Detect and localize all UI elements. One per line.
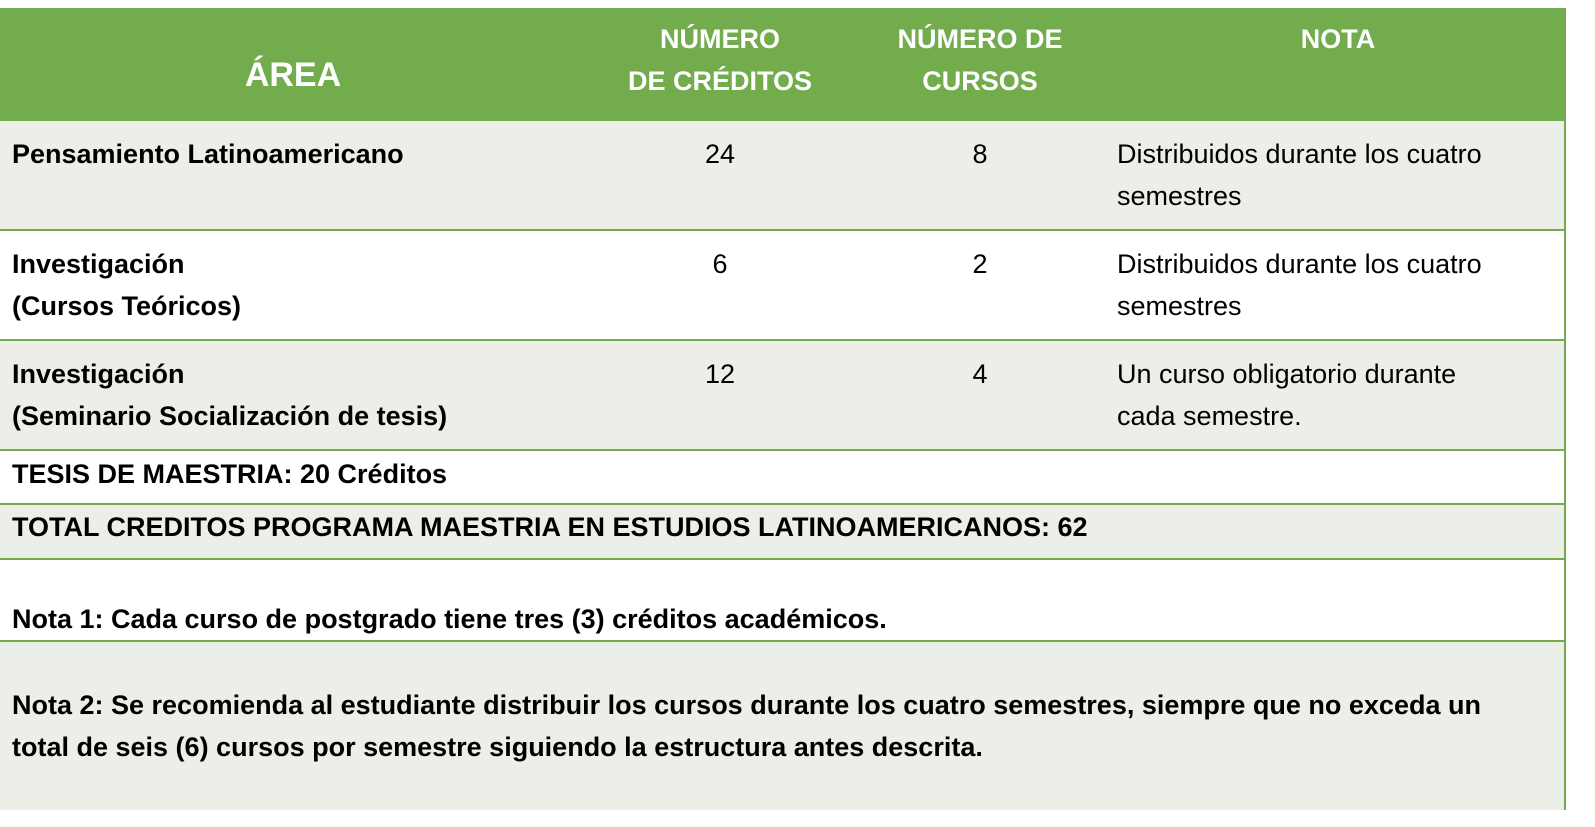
total-text: TOTAL CREDITOS PROGRAMA MAESTRIA EN ESTUDIOS LATINOAMERICANOS: 62 bbox=[12, 512, 1088, 542]
row-nota bbox=[1117, 243, 1557, 327]
row-nota bbox=[1117, 353, 1557, 437]
nota1-row bbox=[0, 560, 1566, 642]
row-area bbox=[12, 133, 582, 175]
nota2-line1: Nota 2: Se recomienda al estudiante distribuir los cursos durante los cuatro semestres, siempre que no exceda un bbox=[12, 690, 1481, 720]
table-header bbox=[0, 8, 1566, 121]
header-cursos-line2: CURSOS bbox=[922, 66, 1038, 96]
row-area-line1: Investigación bbox=[12, 249, 185, 279]
credits-table bbox=[0, 8, 1566, 810]
row-area-line2: (Cursos Teóricos) bbox=[12, 291, 242, 321]
row-creditos: 24 bbox=[704, 139, 736, 169]
row-area-line1: Investigación bbox=[12, 359, 185, 389]
row-nota-line2: semestres bbox=[1117, 291, 1242, 321]
header-cursos-line1: NÚMERO DE bbox=[897, 24, 1063, 54]
nota1-text: Nota 1: Cada curso de postgrado tiene tres (3) créditos académicos. bbox=[12, 604, 887, 634]
tesis-text: TESIS DE MAESTRIA: 20 Créditos bbox=[12, 459, 448, 489]
nota2-row bbox=[0, 642, 1566, 810]
row-area bbox=[12, 243, 582, 327]
row-nota bbox=[1117, 133, 1557, 217]
header-creditos-line2: DE CRÉDITOS bbox=[627, 66, 813, 96]
row-nota-line2: cada semestre. bbox=[1117, 401, 1302, 431]
row-creditos: 12 bbox=[704, 359, 736, 389]
nota2-text bbox=[12, 684, 1557, 768]
row-nota-line2: semestres bbox=[1117, 181, 1242, 211]
row-creditos: 6 bbox=[712, 249, 728, 279]
table-row bbox=[0, 341, 1566, 451]
row-area bbox=[12, 353, 582, 437]
table-row bbox=[0, 231, 1566, 341]
row-area-line1: Pensamiento Latinoamericano bbox=[12, 139, 404, 169]
nota2-line2: total de seis (6) cursos por semestre siguiendo la estructura antes descrita. bbox=[12, 732, 983, 762]
row-cursos: 8 bbox=[972, 139, 988, 169]
row-area-line2: (Seminario Socialización de tesis) bbox=[12, 401, 448, 431]
row-nota-line1: Distribuidos durante los cuatro bbox=[1117, 249, 1482, 279]
row-cursos: 4 bbox=[972, 359, 988, 389]
row-nota-line1: Distribuidos durante los cuatro bbox=[1117, 139, 1482, 169]
header-nota: NOTA bbox=[1300, 24, 1376, 54]
header-area: ÁREA bbox=[244, 56, 342, 94]
tesis-row bbox=[0, 451, 1566, 505]
table-row bbox=[0, 121, 1566, 231]
header-creditos-line1: NÚMERO bbox=[660, 24, 780, 54]
row-nota-line1: Un curso obligatorio durante bbox=[1117, 359, 1457, 389]
total-row bbox=[0, 505, 1566, 560]
row-cursos: 2 bbox=[972, 249, 988, 279]
header-cursos bbox=[850, 18, 1110, 102]
header-creditos bbox=[590, 18, 850, 102]
